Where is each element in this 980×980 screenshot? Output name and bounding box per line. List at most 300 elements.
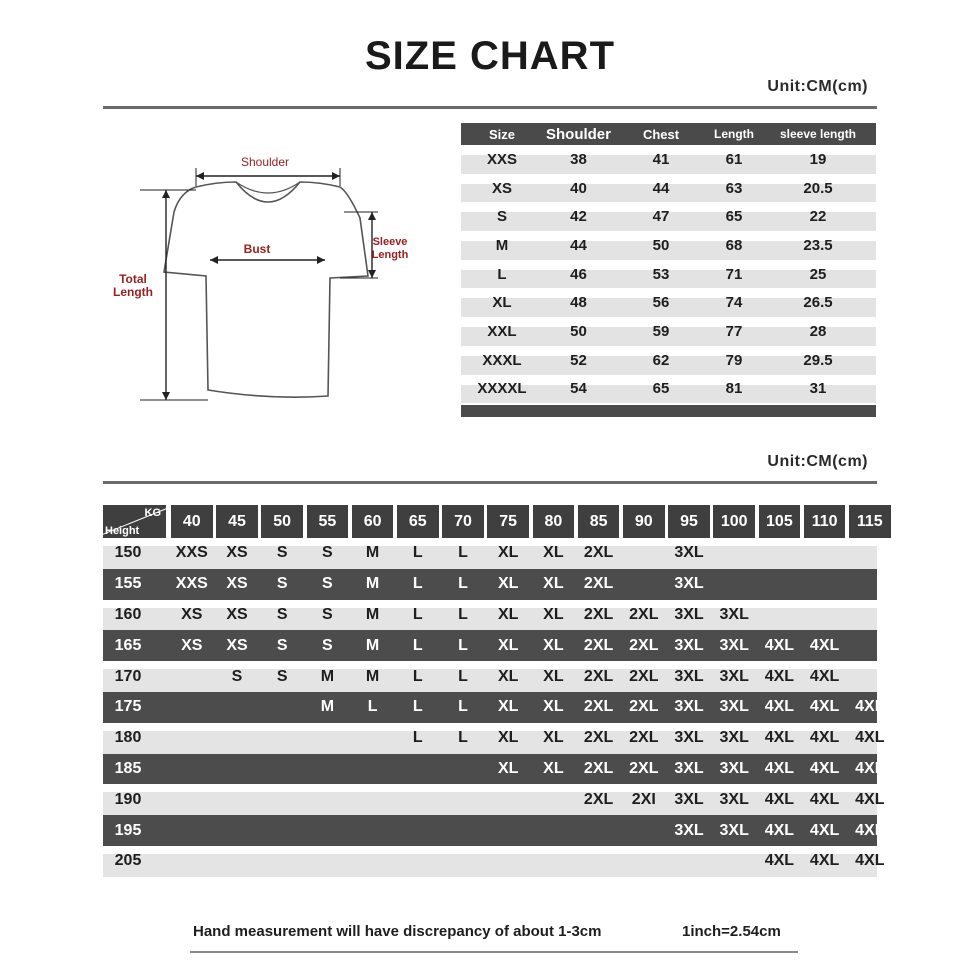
height-value: 205 bbox=[114, 852, 142, 870]
header-length: Length bbox=[714, 127, 754, 141]
cell-size: L bbox=[497, 265, 507, 283]
size-cell bbox=[845, 538, 895, 569]
size-cell bbox=[755, 538, 805, 569]
measurement-note: Hand measurement will have discrepancy of about 1-3cm bbox=[193, 923, 602, 940]
size-cell bbox=[755, 600, 805, 631]
size-row bbox=[461, 145, 876, 174]
cell-shoulder: 42 bbox=[570, 208, 587, 226]
cell-shoulder: 46 bbox=[570, 265, 587, 283]
total-label-line1: Total bbox=[119, 272, 147, 286]
size-cell: XXS bbox=[175, 544, 208, 562]
size-cell bbox=[845, 600, 895, 631]
size-row bbox=[461, 317, 876, 346]
cell-size: XXXXL bbox=[477, 380, 527, 398]
cell-sleeve: 29.5 bbox=[803, 351, 833, 369]
size-cell bbox=[529, 815, 579, 846]
sleeve-length-label bbox=[368, 236, 412, 262]
cell-chest: 50 bbox=[652, 236, 670, 254]
cell-shoulder: 40 bbox=[570, 179, 587, 197]
size-cell: 2XL bbox=[583, 544, 614, 562]
size-cell: 2XL bbox=[583, 729, 614, 747]
inch-conversion: 1inch=2.54cm bbox=[682, 923, 781, 940]
size-cell: 2XL bbox=[583, 575, 614, 593]
size-cell: S bbox=[276, 667, 288, 685]
weight-header-cell: 100 bbox=[713, 505, 755, 538]
height-row bbox=[103, 630, 877, 661]
cell-shoulder: 54 bbox=[570, 380, 587, 398]
size-cell: XS bbox=[226, 636, 248, 654]
size-cell: 4XL bbox=[855, 790, 885, 808]
size-cell: 3XL bbox=[674, 575, 704, 593]
cell-chest: 56 bbox=[652, 294, 670, 312]
size-cell bbox=[167, 815, 217, 846]
total-length-label bbox=[108, 273, 158, 299]
size-cell bbox=[529, 784, 579, 815]
cell-chest: 62 bbox=[652, 351, 670, 369]
size-cell bbox=[845, 661, 895, 692]
cell-length: 79 bbox=[725, 351, 743, 369]
size-cell: 4XL bbox=[855, 698, 885, 716]
size-cell: L bbox=[458, 636, 468, 654]
size-cell bbox=[348, 723, 398, 754]
sleeve-label-line2: Length bbox=[371, 249, 409, 261]
weight-header-cell: 90 bbox=[623, 505, 665, 538]
size-cell: 4XL bbox=[764, 636, 795, 654]
size-cell: 4XL bbox=[764, 821, 795, 839]
size-cell bbox=[257, 784, 307, 815]
size-cell bbox=[167, 723, 217, 754]
size-cell: XS bbox=[181, 605, 203, 623]
size-cell: 4XL bbox=[764, 852, 795, 870]
size-cell: S bbox=[322, 636, 333, 654]
size-cell bbox=[167, 846, 217, 877]
height-value: 195 bbox=[114, 821, 142, 839]
size-cell: L bbox=[412, 729, 423, 747]
size-table-footer-bar bbox=[461, 405, 876, 417]
size-cell: 3XL bbox=[719, 759, 749, 777]
size-cell: 3XL bbox=[674, 821, 704, 839]
size-cell: S bbox=[276, 605, 288, 623]
size-cell: L bbox=[412, 698, 423, 716]
size-cell bbox=[438, 846, 488, 877]
size-cell: M bbox=[320, 667, 335, 685]
cell-length: 74 bbox=[725, 294, 743, 312]
shirt-diagram bbox=[100, 140, 440, 430]
size-cell: S bbox=[276, 636, 288, 654]
size-cell: 2XL bbox=[583, 605, 614, 623]
weight-header-cell: 110 bbox=[804, 505, 846, 538]
cell-sleeve: 31 bbox=[809, 380, 827, 398]
header-shoulder: Shoulder bbox=[545, 125, 611, 143]
weight-header-cell: 60 bbox=[352, 505, 394, 538]
height-value: 175 bbox=[114, 698, 142, 716]
size-cell bbox=[483, 784, 533, 815]
size-cell: L bbox=[412, 544, 423, 562]
height-row bbox=[103, 754, 885, 785]
cell-size: XXL bbox=[487, 322, 517, 340]
size-cell: 3XL bbox=[674, 544, 704, 562]
size-cell: 4XL bbox=[809, 729, 840, 747]
size-cell: XS bbox=[181, 636, 203, 654]
size-cell bbox=[212, 846, 262, 877]
size-cell: XL bbox=[543, 575, 564, 593]
weight-header-cell: 70 bbox=[442, 505, 484, 538]
size-cell: S bbox=[322, 605, 333, 623]
unit-label-bottom: Unit:CM(cm) bbox=[767, 453, 868, 470]
height-row bbox=[103, 723, 885, 754]
size-cell: 4XL bbox=[809, 821, 840, 839]
size-cell: 2XL bbox=[629, 698, 659, 716]
size-cell: 4XL bbox=[809, 698, 840, 716]
cell-size: XL bbox=[492, 294, 512, 312]
cell-size: S bbox=[496, 208, 507, 226]
size-cell bbox=[303, 723, 353, 754]
total-label-line2: Length bbox=[113, 285, 153, 299]
size-cell bbox=[438, 754, 488, 785]
size-cell: 4XL bbox=[809, 759, 840, 777]
cell-shoulder: 50 bbox=[570, 322, 587, 340]
size-cell bbox=[664, 846, 714, 877]
size-cell: 3XL bbox=[674, 636, 704, 654]
cell-shoulder: 48 bbox=[570, 294, 587, 312]
size-cell bbox=[574, 846, 624, 877]
size-cell bbox=[257, 815, 307, 846]
size-cell: 4XL bbox=[764, 698, 795, 716]
size-cell: 4XL bbox=[809, 852, 840, 870]
cell-chest: 59 bbox=[652, 322, 670, 340]
size-cell: XL bbox=[543, 667, 564, 685]
unit-label-top: Unit:CM(cm) bbox=[767, 78, 868, 95]
size-cell bbox=[845, 569, 895, 600]
header-chest: Chest bbox=[642, 126, 680, 142]
size-cell bbox=[438, 784, 488, 815]
size-cell bbox=[212, 692, 262, 723]
height-weight-body bbox=[103, 538, 885, 877]
weight-header-cell: 105 bbox=[759, 505, 801, 538]
size-cell bbox=[348, 784, 398, 815]
weight-header-row bbox=[103, 505, 883, 538]
size-cell bbox=[709, 846, 759, 877]
size-cell: XL bbox=[543, 544, 564, 562]
size-cell: M bbox=[365, 636, 380, 654]
size-cell bbox=[303, 846, 353, 877]
size-row bbox=[461, 260, 876, 289]
weight-header-cell: 40 bbox=[171, 505, 213, 538]
size-cell: 3XL bbox=[674, 605, 704, 623]
size-cell bbox=[800, 600, 850, 631]
size-cell bbox=[800, 538, 850, 569]
cell-sleeve: 28 bbox=[809, 322, 827, 340]
height-label: Height bbox=[105, 525, 140, 537]
size-cell bbox=[167, 754, 217, 785]
size-cell bbox=[574, 815, 624, 846]
size-cell bbox=[619, 815, 669, 846]
weight-header-cell: 50 bbox=[261, 505, 303, 538]
cell-shoulder: 38 bbox=[570, 150, 587, 168]
size-cell: S bbox=[322, 544, 333, 562]
size-cell: XL bbox=[497, 729, 519, 747]
height-value: 160 bbox=[114, 605, 142, 623]
cell-sleeve: 25 bbox=[809, 265, 827, 283]
size-cell: 3XL bbox=[719, 667, 749, 685]
footer-divider bbox=[190, 951, 798, 953]
cell-sleeve: 22 bbox=[809, 208, 827, 226]
height-value: 185 bbox=[114, 759, 142, 777]
size-cell: XL bbox=[497, 667, 519, 685]
size-cell bbox=[619, 569, 669, 600]
cell-chest: 44 bbox=[652, 179, 670, 197]
size-cell: L bbox=[458, 698, 468, 716]
height-value: 190 bbox=[114, 790, 142, 808]
size-cell: 2XL bbox=[629, 667, 659, 685]
size-cell: 2XL bbox=[583, 759, 614, 777]
cell-chest: 47 bbox=[652, 208, 670, 226]
weight-header-cell: 95 bbox=[668, 505, 710, 538]
size-cell bbox=[845, 630, 895, 661]
size-cell: 3XL bbox=[719, 636, 749, 654]
size-cell: 4XL bbox=[764, 759, 795, 777]
size-cell bbox=[483, 846, 533, 877]
size-cell bbox=[619, 538, 669, 569]
size-cell: XL bbox=[497, 575, 519, 593]
cell-sleeve: 19 bbox=[809, 150, 827, 168]
cell-length: 71 bbox=[725, 265, 743, 283]
size-cell bbox=[303, 754, 353, 785]
size-cell: 3XL bbox=[674, 790, 704, 808]
size-cell bbox=[619, 846, 669, 877]
cell-length: 77 bbox=[725, 322, 743, 340]
size-cell: 4XL bbox=[855, 852, 885, 870]
size-cell: XL bbox=[497, 759, 519, 777]
size-cell bbox=[800, 569, 850, 600]
size-cell bbox=[257, 846, 307, 877]
size-cell: L bbox=[458, 667, 468, 685]
height-kg-corner bbox=[103, 505, 166, 538]
size-cell: L bbox=[412, 636, 423, 654]
cell-sleeve: 23.5 bbox=[803, 236, 833, 254]
cell-length: 68 bbox=[725, 236, 743, 254]
divider-middle bbox=[103, 481, 877, 484]
size-cell bbox=[393, 784, 443, 815]
size-cell: 3XL bbox=[719, 698, 749, 716]
size-cell: XL bbox=[497, 544, 519, 562]
cell-chest: 53 bbox=[652, 265, 670, 283]
size-cell: 2XI bbox=[631, 790, 656, 808]
height-row bbox=[103, 815, 885, 846]
size-cell: XS bbox=[226, 544, 248, 562]
height-row bbox=[103, 661, 877, 692]
size-cell bbox=[257, 754, 307, 785]
weight-header-cell: 115 bbox=[849, 505, 891, 538]
weight-header-cell: 65 bbox=[397, 505, 439, 538]
size-cell: M bbox=[320, 698, 335, 716]
weight-header-cell: 75 bbox=[487, 505, 529, 538]
size-table bbox=[461, 123, 876, 417]
size-cell: S bbox=[231, 667, 243, 685]
size-cell: XL bbox=[497, 698, 519, 716]
height-value: 180 bbox=[114, 729, 142, 747]
size-cell: 3XL bbox=[719, 821, 749, 839]
size-cell: XL bbox=[497, 605, 519, 623]
height-value: 170 bbox=[114, 667, 142, 685]
size-cell bbox=[348, 754, 398, 785]
size-cell: M bbox=[365, 544, 380, 562]
size-cell: L bbox=[458, 544, 468, 562]
size-cell bbox=[257, 692, 307, 723]
weight-header-cell: 55 bbox=[307, 505, 349, 538]
weight-header-cell: 45 bbox=[216, 505, 258, 538]
size-cell: 4XL bbox=[855, 729, 885, 747]
size-row bbox=[461, 231, 876, 260]
bust-label: Bust bbox=[243, 242, 271, 256]
size-cell bbox=[212, 784, 262, 815]
size-table-header bbox=[461, 123, 876, 145]
size-cell: L bbox=[412, 575, 423, 593]
size-cell: S bbox=[276, 544, 288, 562]
size-cell: 3XL bbox=[674, 698, 704, 716]
size-cell bbox=[303, 784, 353, 815]
size-cell bbox=[483, 815, 533, 846]
height-value: 150 bbox=[114, 544, 142, 562]
height-row bbox=[103, 569, 877, 600]
size-cell bbox=[212, 723, 262, 754]
size-cell: 3XL bbox=[674, 667, 704, 685]
size-cell bbox=[167, 784, 217, 815]
height-weight-table bbox=[103, 505, 885, 877]
weight-header-cell: 85 bbox=[578, 505, 620, 538]
size-cell: 4XL bbox=[764, 729, 795, 747]
size-cell: XL bbox=[543, 759, 564, 777]
size-cell: S bbox=[322, 575, 333, 593]
size-cell bbox=[393, 846, 443, 877]
size-cell bbox=[167, 661, 217, 692]
size-cell bbox=[348, 846, 398, 877]
size-cell: M bbox=[365, 667, 380, 685]
size-cell: 3XL bbox=[674, 759, 704, 777]
height-value: 155 bbox=[114, 575, 142, 593]
weight-header-cell: 80 bbox=[533, 505, 575, 538]
cell-length: 61 bbox=[725, 150, 743, 168]
size-cell: L bbox=[458, 729, 468, 747]
size-cell: XL bbox=[543, 729, 564, 747]
size-cell: M bbox=[365, 575, 380, 593]
size-cell: XL bbox=[543, 605, 564, 623]
sleeve-label-line1: Sleeve bbox=[372, 236, 408, 248]
size-cell: L bbox=[412, 667, 423, 685]
size-cell: 4XL bbox=[764, 790, 795, 808]
page-title: SIZE CHART bbox=[365, 34, 615, 78]
cell-length: 81 bbox=[725, 380, 743, 398]
size-cell: XS bbox=[226, 575, 248, 593]
size-cell: 2XL bbox=[629, 636, 659, 654]
size-cell: 4XL bbox=[855, 821, 885, 839]
size-row bbox=[461, 375, 876, 404]
size-cell: 2XL bbox=[629, 759, 659, 777]
size-cell: 2XL bbox=[583, 790, 614, 808]
size-cell: 4XL bbox=[809, 790, 840, 808]
size-cell bbox=[257, 723, 307, 754]
size-cell bbox=[709, 569, 759, 600]
size-cell: 2XL bbox=[629, 605, 659, 623]
height-row bbox=[103, 846, 885, 877]
size-cell: 3XL bbox=[719, 605, 749, 623]
size-cell bbox=[212, 815, 262, 846]
size-cell: L bbox=[458, 605, 468, 623]
size-row bbox=[461, 174, 876, 203]
height-value: 165 bbox=[114, 636, 142, 654]
size-cell: 2XL bbox=[629, 729, 659, 747]
size-cell: XXS bbox=[175, 575, 208, 593]
height-row bbox=[103, 784, 885, 815]
cell-length: 65 bbox=[725, 208, 743, 226]
size-cell: XS bbox=[226, 605, 248, 623]
cell-size: XXS bbox=[486, 150, 517, 168]
size-cell bbox=[755, 569, 805, 600]
size-cell bbox=[529, 846, 579, 877]
size-cell: S bbox=[276, 575, 288, 593]
size-row bbox=[461, 202, 876, 231]
shoulder-label: Shoulder bbox=[240, 155, 290, 169]
kg-label: KG bbox=[144, 507, 161, 519]
size-cell: 4XL bbox=[809, 636, 840, 654]
cell-sleeve: 26.5 bbox=[803, 294, 833, 312]
cell-chest: 65 bbox=[652, 380, 670, 398]
size-cell bbox=[303, 815, 353, 846]
size-cell bbox=[212, 754, 262, 785]
size-row bbox=[461, 346, 876, 375]
size-cell: 4XL bbox=[855, 759, 885, 777]
size-cell: 3XL bbox=[719, 790, 749, 808]
cell-size: M bbox=[495, 236, 509, 254]
cell-chest: 41 bbox=[652, 150, 670, 168]
size-cell bbox=[438, 815, 488, 846]
height-row bbox=[103, 692, 885, 723]
cell-sleeve: 20.5 bbox=[803, 179, 833, 197]
size-cell bbox=[167, 692, 217, 723]
header-sleeve-length: sleeve length bbox=[779, 127, 857, 141]
size-cell: 4XL bbox=[809, 667, 840, 685]
size-cell: 3XL bbox=[719, 729, 749, 747]
size-cell: XL bbox=[543, 698, 564, 716]
cell-size: XS bbox=[491, 179, 512, 197]
size-cell: 2XL bbox=[583, 698, 614, 716]
cell-shoulder: 52 bbox=[570, 351, 587, 369]
size-cell: XL bbox=[543, 636, 564, 654]
size-cell bbox=[709, 538, 759, 569]
size-cell bbox=[393, 754, 443, 785]
size-cell bbox=[348, 815, 398, 846]
size-cell: L bbox=[412, 605, 423, 623]
height-row bbox=[103, 600, 877, 631]
size-cell: 2XL bbox=[583, 667, 614, 685]
size-cell: XL bbox=[497, 636, 519, 654]
size-cell: M bbox=[365, 605, 380, 623]
size-cell bbox=[393, 815, 443, 846]
size-table-body bbox=[461, 145, 876, 403]
size-cell: L bbox=[458, 575, 468, 593]
size-row bbox=[461, 288, 876, 317]
cell-shoulder: 44 bbox=[570, 236, 587, 254]
divider-top bbox=[103, 106, 877, 109]
height-row bbox=[103, 538, 877, 569]
size-cell: 3XL bbox=[674, 729, 704, 747]
header-size: Size bbox=[488, 126, 515, 142]
cell-length: 63 bbox=[725, 179, 743, 197]
size-cell: L bbox=[367, 698, 378, 716]
size-cell: 2XL bbox=[583, 636, 614, 654]
cell-size: XXXL bbox=[482, 351, 522, 369]
size-cell: 4XL bbox=[764, 667, 795, 685]
